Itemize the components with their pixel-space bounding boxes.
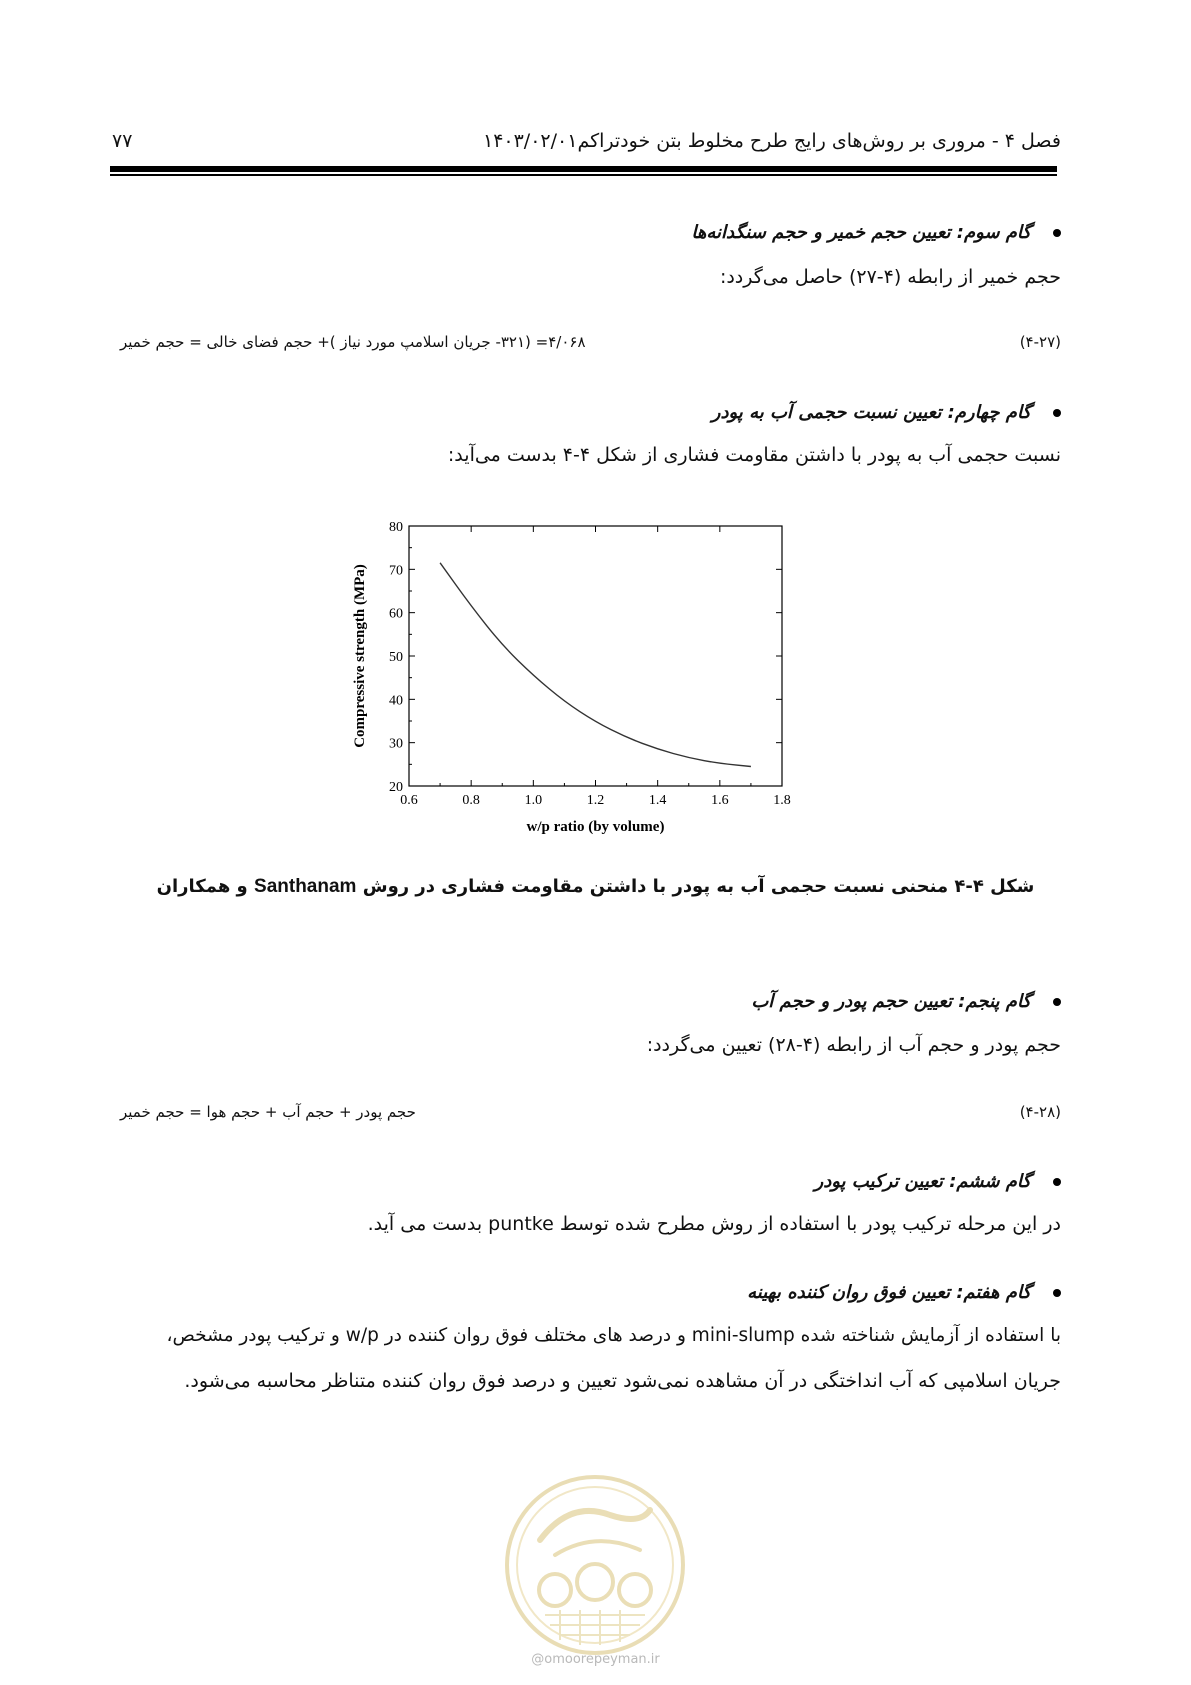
- bullet-icon: [1053, 998, 1061, 1006]
- x-tick-label: 1.6: [711, 793, 729, 808]
- page-number: ۷۷: [112, 130, 133, 152]
- series-line: [440, 563, 751, 767]
- equation-27-number: (۴-۲۷): [1019, 333, 1061, 351]
- y-tick-label: 30: [389, 736, 403, 752]
- y-tick-label: 60: [389, 606, 403, 622]
- step5-text: حجم پودر و حجم آب از رابطه (۴-۲۸) تعیین می‌گردد:: [646, 1034, 1061, 1056]
- equation-28-number: (۴-۲۸): [1019, 1103, 1061, 1121]
- header-title: فصل ۴ - مروری بر روش‌های رایج طرح مخلوط بتن خودتراکم۱۴۰۳/۰۲/۰۱: [482, 130, 1061, 152]
- y-tick-label: 40: [389, 693, 403, 709]
- step5-heading-text: گام پنجم: تعیین حجم پودر و حجم آب: [751, 991, 1031, 1012]
- step7-heading: [747, 1282, 1061, 1303]
- step7-text-line1: با استفاده از آزمایش شناخته شده mini-slump و درصد های مختلف فوق روان کننده در w/p و ترکیب پودر مشخص،: [166, 1325, 1061, 1346]
- header-rule-thin: [110, 174, 1057, 176]
- plot-frame: [409, 526, 782, 786]
- bullet-icon: [1053, 1178, 1061, 1186]
- bullet-icon: [1053, 1289, 1061, 1297]
- strength-chart: [350, 514, 800, 854]
- step6-heading: [815, 1171, 1061, 1192]
- caption-suffix: و همکاران: [156, 876, 248, 897]
- x-tick-label: 0.6: [400, 793, 418, 808]
- step3-text: حجم خمیر از رابطه (۴-۲۷) حاصل می‌گردد:: [719, 266, 1061, 288]
- figure-caption: [0, 876, 1191, 898]
- y-tick-label: 50: [389, 650, 403, 665]
- caption-author: Santhanam: [254, 876, 357, 897]
- y-axis-label: Compressive strength (MPa): [352, 564, 368, 748]
- step4-heading-text: گام چهارم: تعیین نسبت حجمی آب به پودر: [711, 402, 1031, 423]
- step3-heading-text: گام سوم: تعیین حجم خمیر و حجم سنگدانه‌ها: [691, 222, 1031, 243]
- caption-text: شکل ۴-۴ منحنی نسبت حجمی آب به پودر با داشتن مقاومت فشاری در روش: [362, 876, 1035, 897]
- bullet-icon: [1053, 409, 1061, 417]
- equation-28: حجم پودر + حجم آب + حجم هوا = حجم خمیر: [120, 1103, 416, 1121]
- x-tick-label: 1.8: [773, 793, 791, 808]
- step3-heading: [691, 222, 1061, 243]
- step6-text: در این مرحله ترکیب پودر با استفاده از روش مطرح شده توسط puntke بدست می آید.: [367, 1213, 1061, 1235]
- y-tick-label: 20: [389, 780, 403, 795]
- step7-heading-text: گام هفتم: تعیین فوق روان کننده بهینه: [747, 1282, 1031, 1303]
- step5-heading: [751, 991, 1061, 1012]
- x-tick-label: 1.0: [524, 793, 543, 808]
- x-tick-label: 0.8: [462, 793, 480, 808]
- step7-text-line2: جریان اسلامپی که آب انداختگی در آن مشاهده نمی‌شود تعیین و درصد فوق روان کننده متناظر محاسبه می‌شود.: [184, 1370, 1061, 1392]
- x-axis-label: w/p ratio (by volume): [526, 819, 665, 835]
- header-rule: [110, 166, 1057, 172]
- bullet-icon: [1053, 229, 1061, 237]
- x-tick-label: 1.4: [648, 793, 667, 808]
- watermark-logo-icon: [500, 1470, 690, 1660]
- step6-heading-text: گام ششم: تعیین ترکیب پودر: [814, 1171, 1031, 1192]
- watermark-url: @omoorepeyman.ir: [531, 1652, 660, 1667]
- equation-27: ۴/۰۶۸= (۳۲۱- جریان اسلامپ مورد نیاز )+ حجم فضای خالی = حجم خمیر: [120, 333, 586, 351]
- y-tick-label: 80: [389, 520, 403, 535]
- y-tick-label: 70: [389, 563, 403, 579]
- step4-heading: [712, 402, 1061, 423]
- step4-text: نسبت حجمی آب به پودر با داشتن مقاومت فشاری از شکل ۴-۴ بدست می‌آید:: [447, 444, 1061, 466]
- x-tick-label: 1.2: [586, 793, 605, 808]
